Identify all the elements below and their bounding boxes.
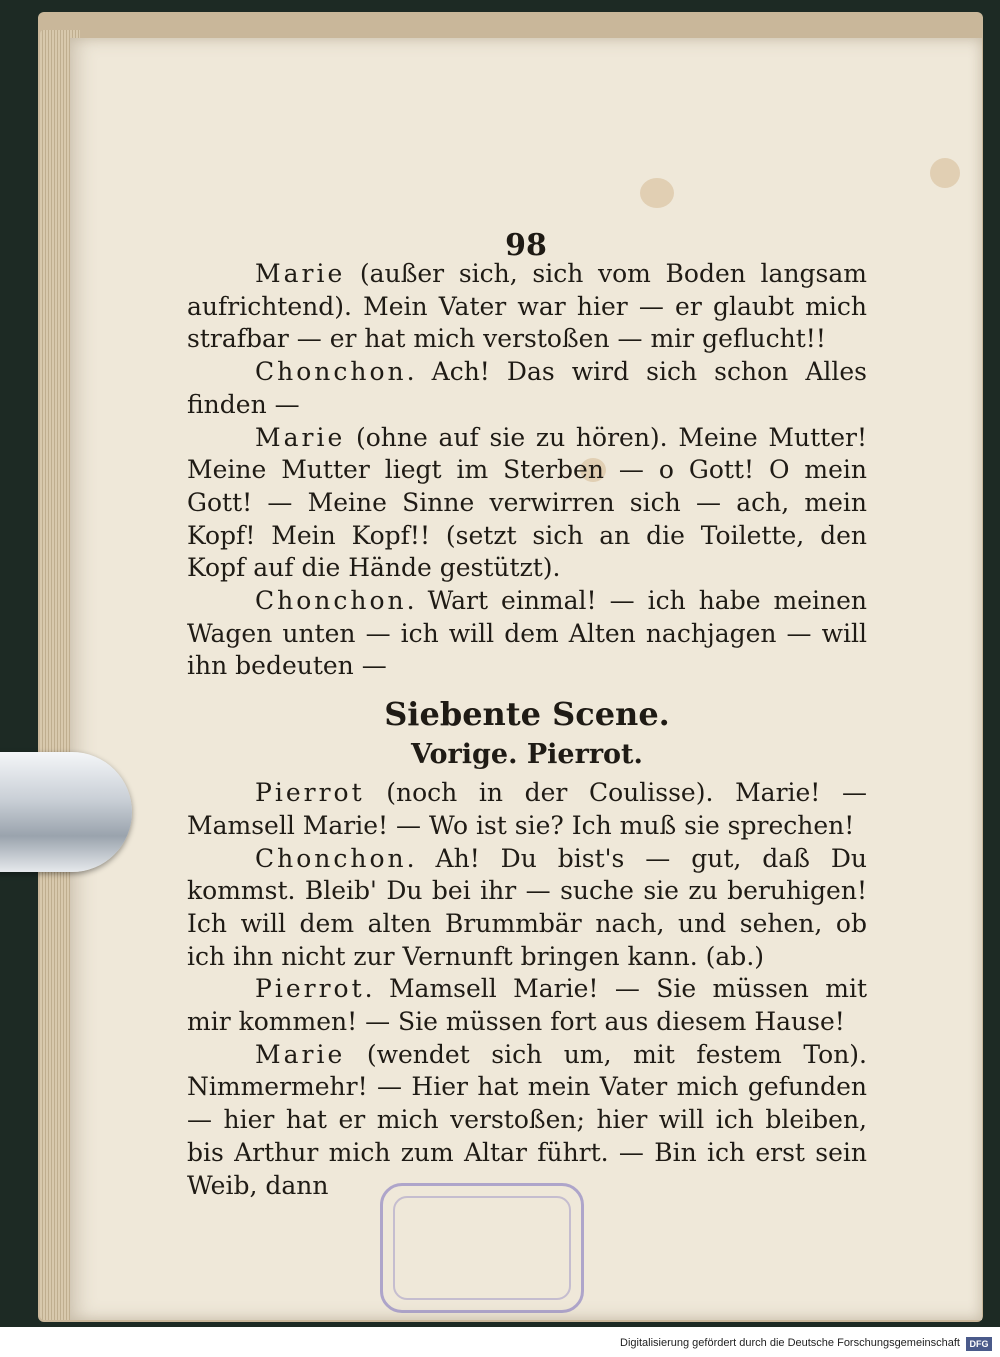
- paragraph: [187, 973, 867, 1038]
- paragraph-text: (außer sich, sich vom Boden langsam aufrichtend). Mein Vater war hier — er glaubt mich strafbar — er hat mich verstoßen — mir geflucht!!: [187, 259, 867, 354]
- paragraph: [187, 422, 867, 586]
- footer-credit: Digitalisierung gefördert durch die Deutsche Forschungsgemeinschaft: [620, 1337, 960, 1349]
- paragraph: [187, 258, 867, 356]
- paragraph-text: (noch in der Coulisse). Marie! — Mamsell Marie! — Wo ist sie? Ich muß sie sprechen!: [187, 778, 867, 840]
- paragraph: [187, 777, 867, 842]
- speaker-name: Marie: [255, 259, 346, 288]
- speaker-name: Marie: [255, 422, 346, 452]
- paragraph-text: . Ach! Das wird sich schon Alles finden —: [187, 357, 867, 419]
- library-stamp: [380, 1183, 584, 1313]
- paragraph: [187, 843, 867, 974]
- speaker-name: Pierrot: [255, 974, 365, 1004]
- dfg-logo-icon: DFG: [966, 1337, 992, 1351]
- paragraph-text: . Mamsell Marie! — Sie müssen mit mir kommen! — Sie müssen fort aus diesem Hause!: [187, 974, 867, 1037]
- paragraph-text: (ohne auf sie zu hören). Meine Mutter! Meine Mutter liegt im Sterben — o Gott! O mein Gott! — Meine Sinne verwirren sich — ach, mein Kopf! Mein Kopf!! (setzt sich an die Toilette, den Kopf auf die Hände gestützt).: [187, 422, 867, 583]
- library-stamp-inner: [393, 1196, 571, 1300]
- speaker-name: Chonchon: [255, 357, 407, 387]
- paragraph-text: (wendet sich um, mit festem Ton). Nimmermehr! — Hier hat mein Vater mich gefunden — hier hat er mich verstoßen; hier will ich bleiben, bis Arthur mich zum Altar führt. — Bin ich erst sein Weib, dann: [187, 1039, 867, 1200]
- paragraph-text: . Wart einmal! — ich habe meinen Wagen unten — ich will dem Alten nachjagen — will ihn bedeuten —: [187, 586, 867, 681]
- paper-stain: [640, 178, 674, 208]
- speaker-name: Chonchon: [255, 843, 407, 873]
- speaker-name: Marie: [255, 1039, 346, 1069]
- paragraph: [187, 585, 867, 683]
- paragraph: [187, 1039, 867, 1203]
- paragraph-text: . Ah! Du bist's — gut, daß Du kommst. Bleib' Du bei ihr — suche sie zu beruhigen! Ich will dem alten Brummbär nach, und sehen, ob ich ihn nicht zur Vernunft bringen kann. (ab.): [187, 843, 867, 971]
- paragraph: [187, 356, 867, 421]
- paper-stain: [930, 158, 960, 188]
- footer-bar: [0, 1327, 1000, 1357]
- page-number: 98: [505, 228, 547, 263]
- speaker-name: Chonchon: [255, 586, 407, 616]
- speaker-name: Pierrot: [255, 778, 365, 808]
- scene-subheading: Vorige. Pierrot.: [411, 739, 643, 771]
- scene-heading: Siebente Scene.: [384, 695, 670, 734]
- body-text: [187, 258, 867, 1202]
- page-clip: [0, 752, 132, 872]
